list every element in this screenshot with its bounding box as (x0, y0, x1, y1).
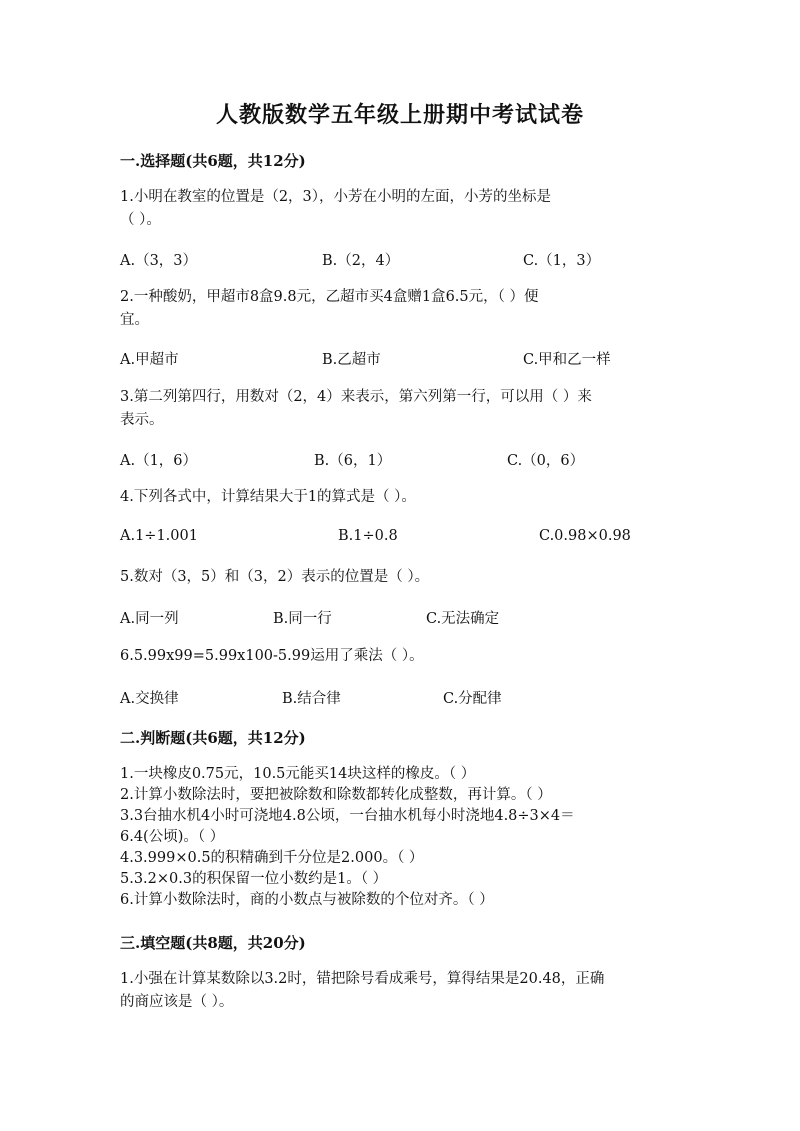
question-stem-line: 2.一种酸奶，甲超市8盒9.8元，乙超市买4盒赠1盒6.5元，（ ）便 (120, 289, 539, 305)
section-heading-fill-blank: 三.填空题(共8题，共20分) (120, 934, 306, 952)
option-c: C.甲和乙一样 (523, 352, 611, 368)
option-b: B.同一行 (273, 611, 332, 627)
option-a: A.（3，3） (120, 253, 198, 269)
question-stem-line: （ ）。 (120, 212, 161, 228)
option-c: C.分配律 (443, 691, 502, 707)
question-4 (120, 486, 680, 509)
question-3 (120, 386, 680, 432)
question-6 (120, 645, 680, 668)
judgement-line: 2.计算小数除法时，要把被除数和除数都转化成整数，再计算。（ ） (120, 787, 552, 803)
option-a: A.同一列 (120, 611, 179, 627)
judgement-line: 4.3.999×0.5的积精确到千分位是2.000。（ ） (120, 850, 424, 866)
option-b: B.乙超市 (322, 352, 381, 368)
judgement-line: 1.一块橡皮0.75元，10.5元能买14块这样的橡皮。（ ） (120, 766, 476, 782)
fill-question-1 (120, 968, 680, 1014)
exam-title: 人教版数学五年级上册期中考试试卷 (215, 102, 584, 128)
question-stem-line: 1.小强在计算某数除以3.2时，错把除号看成乘号，算得结果是20.48，正确 (120, 971, 605, 987)
question-stem-line: 表示。 (120, 412, 164, 428)
question-stem-line: 3.第二列第四行，用数对（2，4）来表示，第六列第一行，可以用（ ）来 (120, 389, 592, 405)
option-c: C.无法确定 (426, 611, 500, 627)
question-1 (120, 186, 680, 232)
question-stem-line: 宜。 (120, 312, 149, 328)
question-stem-line: 的商应该是（ ）。 (120, 994, 234, 1010)
option-c: C.0.98×0.98 (539, 528, 631, 544)
question-5 (120, 566, 680, 589)
option-a: A.交换律 (120, 691, 179, 707)
judgement-line: 6.计算小数除法时，商的小数点与被除数的个位对齐。（ ） (120, 892, 494, 908)
option-a: A.1÷1.001 (120, 528, 198, 544)
option-a: A.甲超市 (120, 352, 179, 368)
judgement-line: 6.4(公顷)。（ ） (120, 829, 225, 845)
question-stem-line: 5.数对（3，5）和（3，2）表示的位置是（ ）。 (120, 569, 430, 585)
option-c: C.（0，6） (507, 453, 585, 469)
question-stem-line: 4.下列各式中，计算结果大于1的算式是（ ）。 (120, 489, 416, 505)
option-b: B.1÷0.8 (338, 528, 398, 544)
option-a: A.（1，6） (120, 453, 198, 469)
judgement-line: 5.3.2×0.3的积保留一位小数约是1。（ ） (120, 871, 388, 887)
question-2 (120, 286, 680, 332)
option-c: C.（1，3） (523, 253, 601, 269)
judgement-line: 3.3台抽水机4小时可浇地4.8公顷，一台抽水机每小时浇地4.8÷3×4＝ (120, 808, 575, 824)
option-b: B.（6，1） (314, 453, 392, 469)
option-b: B.结合律 (282, 691, 341, 707)
section-heading-choice: 一.选择题(共6题，共12分) (120, 152, 306, 170)
question-stem-line: 1.小明在教室的位置是（2，3），小芳在小明的左面，小芳的坐标是 (120, 189, 552, 205)
question-stem-line: 6.5.99x99=5.99x100-5.99运用了乘法（ ）。 (120, 648, 424, 664)
section-heading-judgement: 二.判断题(共6题，共12分) (120, 729, 306, 747)
option-b: B.（2，4） (322, 253, 400, 269)
